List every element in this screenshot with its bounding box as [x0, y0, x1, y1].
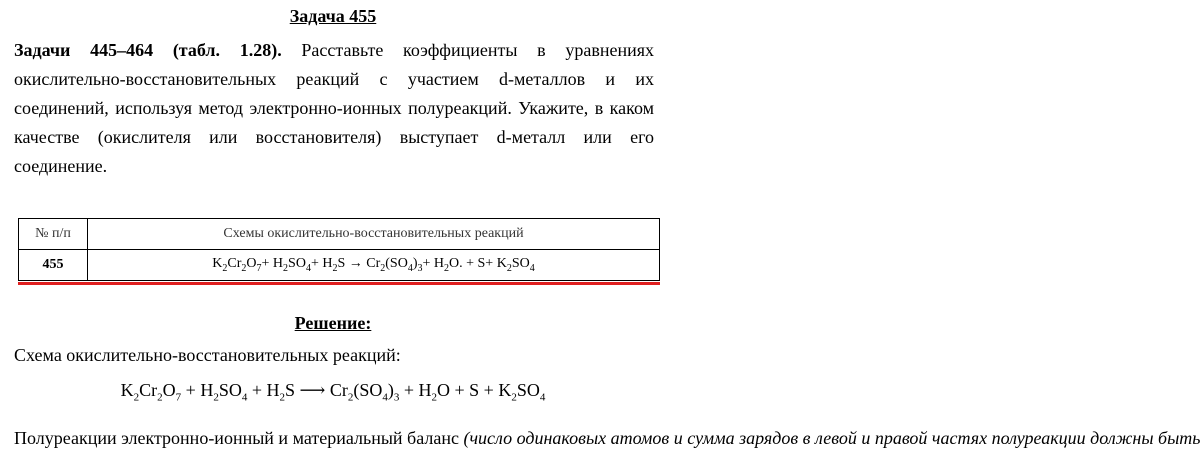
half-reactions-normal: Полуреакции электронно-ионный и материальный баланс: [14, 428, 464, 448]
solution-title: Решение:: [294, 313, 372, 333]
equation-text: $K_2Cr_2O_7 + H_2SO_4 + H_2S$ ⟶ $Cr_2(SO_4)_3 + H_2O + S + K_2SO_4$: [120, 380, 546, 404]
half-reactions-text: [14, 424, 1200, 453]
table-header-scheme: Схемы окислительно-восстановительных реакций: [88, 219, 660, 250]
table-cell-number: 455: [19, 250, 88, 281]
task-title: Задача 455: [289, 6, 377, 26]
scheme-label: Схема окислительно-восстановительных реакций:: [14, 345, 401, 365]
table-cell-reaction: [88, 250, 660, 281]
reaction-equation: [0, 380, 666, 404]
reactions-table: [18, 218, 660, 281]
table-header-row: [19, 219, 660, 250]
red-underline: [18, 282, 660, 285]
reaction-formula: $K_2Cr_2O_7+ H_2SO_4+ H_2S \to Cr_2(SO_4)_3+ H_2O$. + $S+ K_2SO_4$: [212, 256, 535, 274]
task-statement-text: Расставьте коэффициенты в уравнениях окислительно-восстановительных реакций с участием d-металлов и их соединений, используя метод электронно-ионных полуреакций. Укажите, в каком качестве (окислителя или восстановителя) выступает d-металл или его соединение.: [14, 40, 654, 176]
table-row: [19, 250, 660, 281]
task-statement: [14, 36, 654, 181]
table-header-number: № п/п: [19, 219, 88, 250]
task-statement-bold: Задачи 445–464 (табл. 1.28).: [14, 40, 282, 60]
half-reactions-italic: (число одинаковых атомов и сумма зарядов в левой и правой частях полуреакции должны быть: [463, 428, 1200, 448]
